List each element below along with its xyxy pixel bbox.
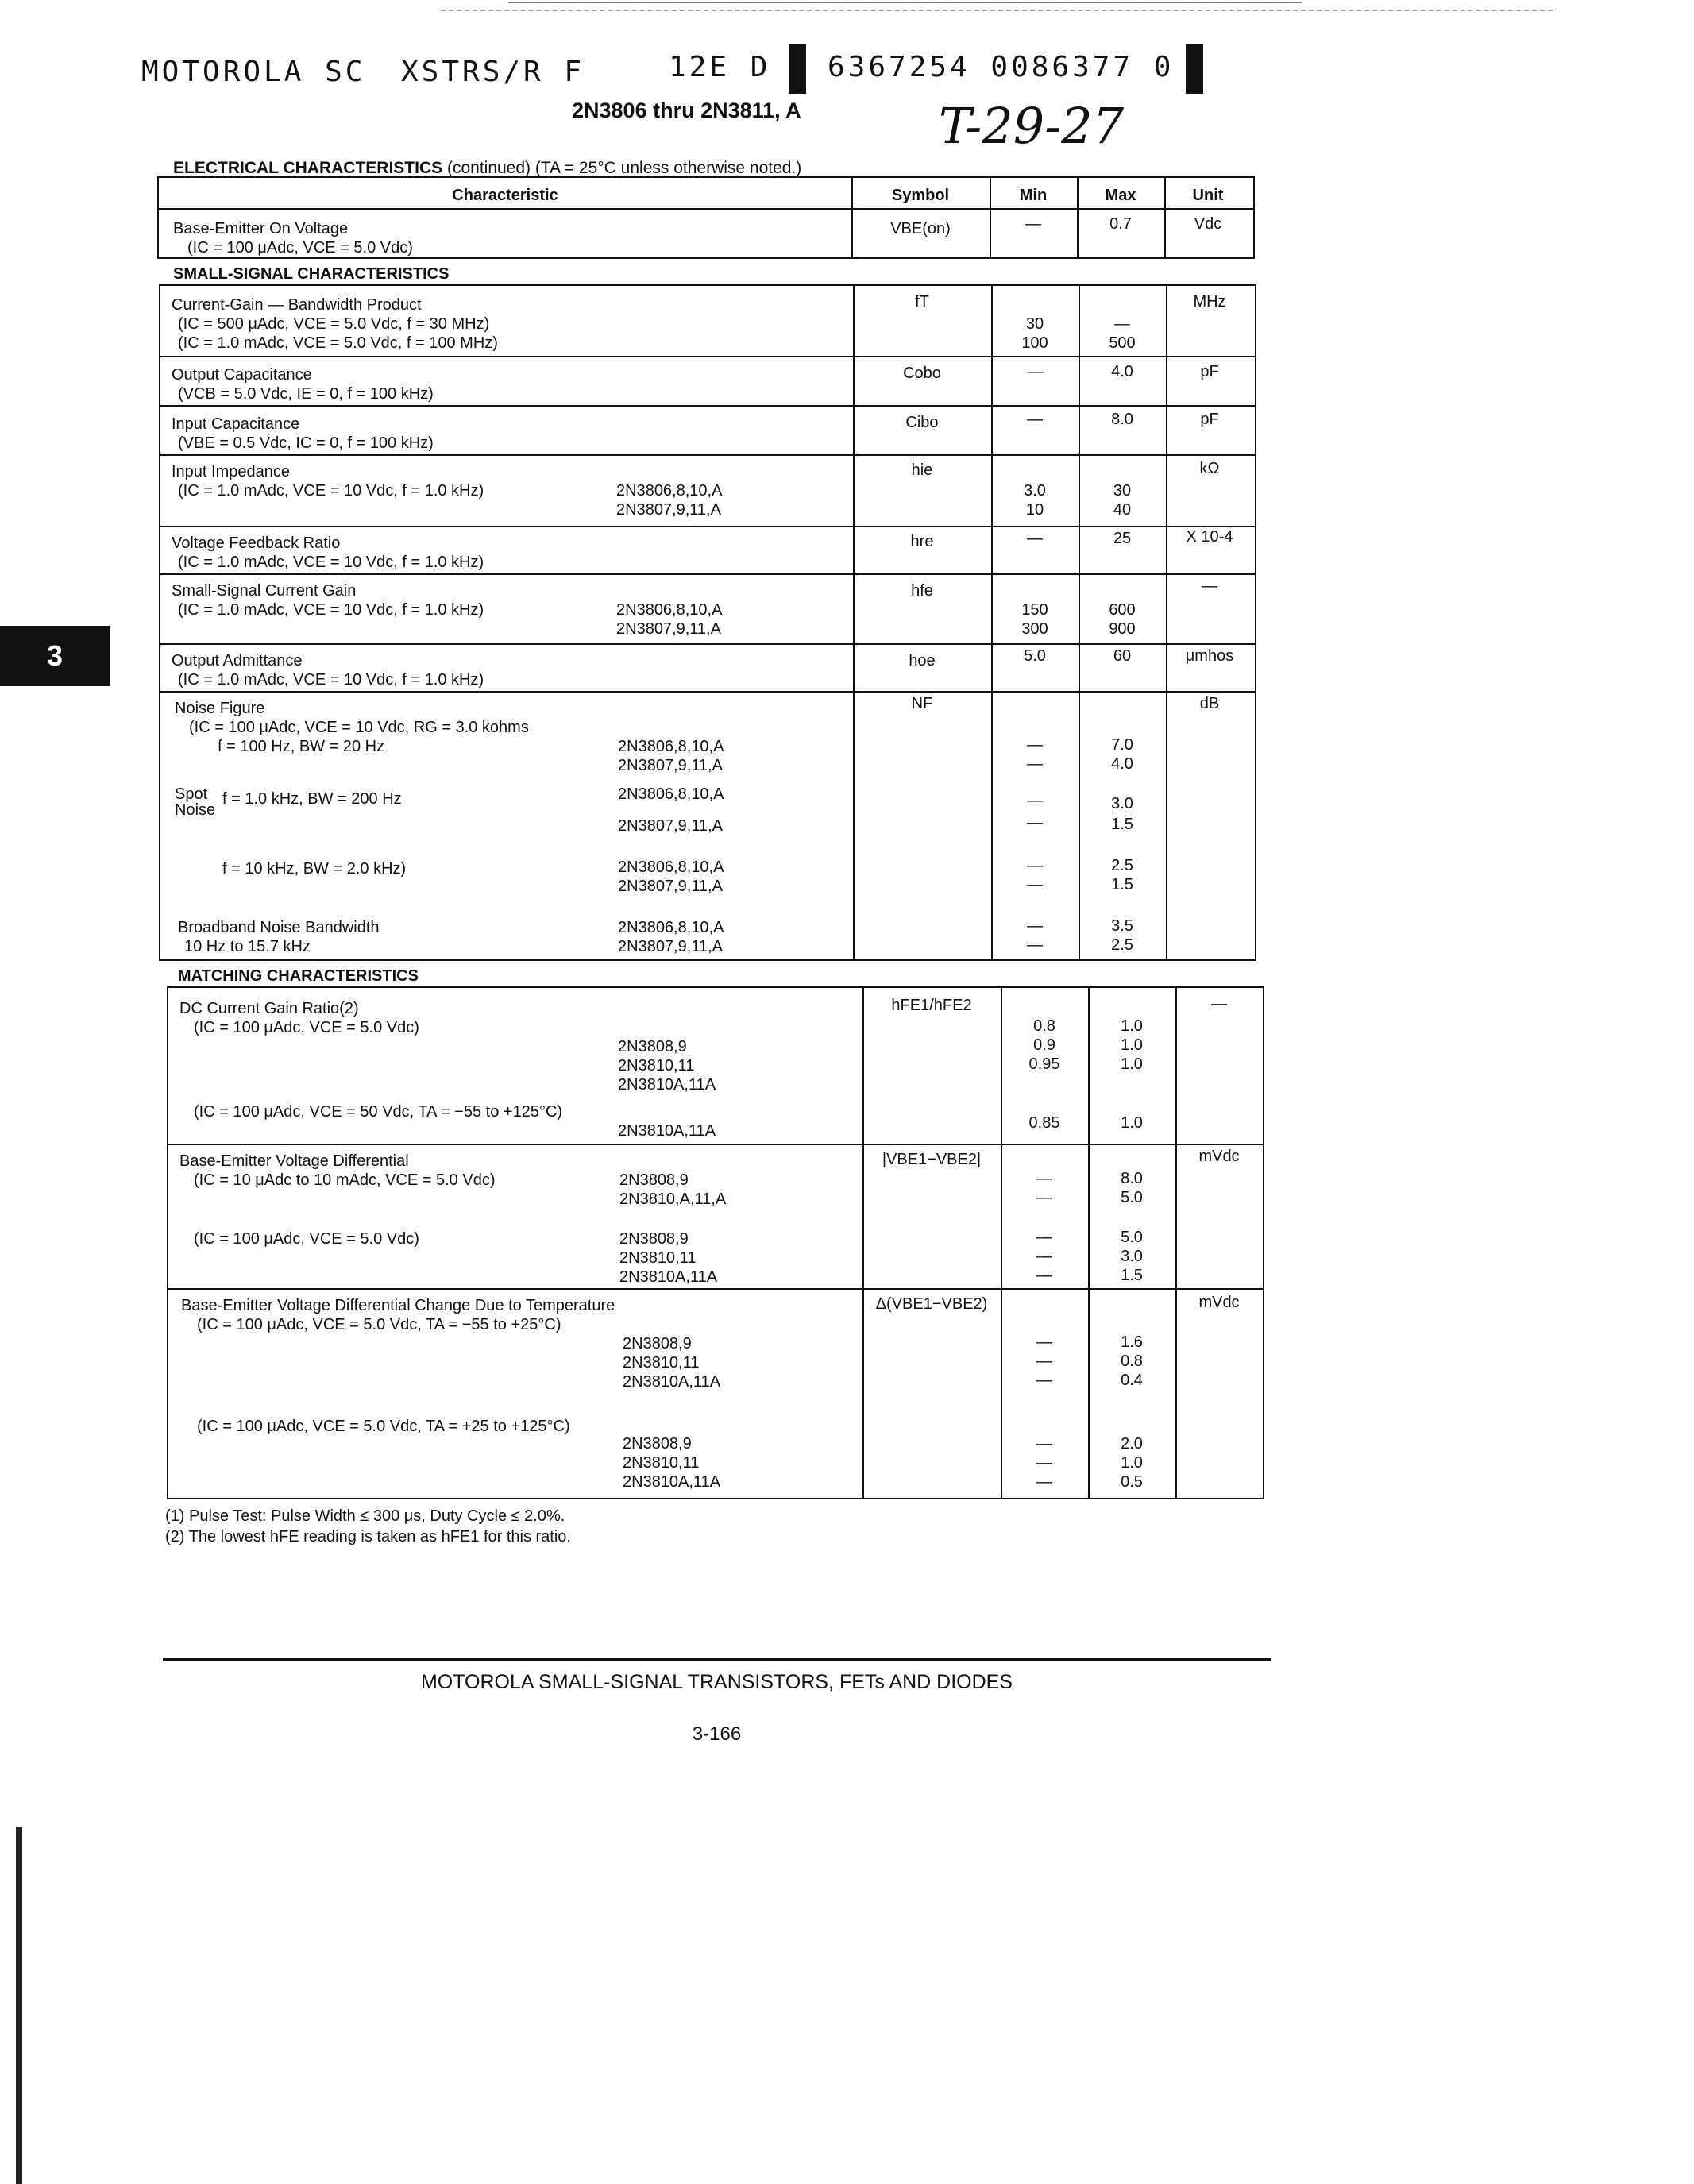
row-nf-name: Noise Figure (175, 700, 265, 717)
row-vbe-temp-max: 2.0 (1121, 1435, 1143, 1453)
row-vbe-on-name: Base-Emitter On Voltage (173, 220, 349, 237)
row-nf-min: — (1027, 936, 1043, 954)
row-hfe-max2: 900 (1109, 620, 1136, 638)
row-nf-bb-name: Broadband Noise Bandwidth (178, 919, 380, 936)
row-nf-dev2: 2N3807,9,11,A (618, 757, 723, 774)
row-vbe-diff-dev: 2N3808,9 (619, 1230, 689, 1248)
row-nf-max: 3.5 (1111, 917, 1133, 935)
row-nf-max: 1.5 (1111, 816, 1133, 833)
row-vbe-temp-min: — (1036, 1435, 1052, 1453)
row-vbe-temp-cond2: (IC = 100 μAdc, VCE = 5.0 Vdc, TA = +25 to +125°C) (197, 1418, 570, 1435)
row-vbe-on-cond: (IC = 100 μAdc, VCE = 5.0 Vdc) (187, 239, 413, 257)
row-hfe-min2: 300 (1021, 620, 1048, 638)
row-nf-max: 4.0 (1111, 755, 1133, 773)
row-cibo-symbol: Cibo (905, 414, 939, 431)
row-vbe-temp-dev: 2N3810,11 (623, 1454, 700, 1472)
row-dc-gain-symbol: hFE1/hFE2 (891, 997, 972, 1014)
row-nf-dev2: 2N3807,9,11,A (618, 878, 723, 895)
col-header-symbol: Symbol (891, 187, 950, 204)
col-header-max: Max (1105, 187, 1136, 204)
row-hie-unit: kΩ (1199, 460, 1220, 477)
row-vbe-temp-dev: 2N3808,9 (623, 1435, 692, 1453)
row-vbe-temp-symbol: Δ(VBE1−VBE2) (875, 1295, 988, 1313)
row-dc-gain-max: 1.0 (1121, 1114, 1143, 1132)
handwritten-note: T-29-27 (939, 97, 1125, 155)
row-nf-dev1: 2N3806,8,10,A (618, 859, 724, 876)
row-vbe-temp-min: — (1036, 1352, 1052, 1370)
row-vbe-diff-min: — (1036, 1189, 1052, 1206)
page-subtitle: 2N3806 thru 2N3811, A (572, 98, 801, 122)
barcode-mark (1186, 44, 1203, 94)
row-cobo-min: — (1027, 363, 1043, 380)
col-header-unit: Unit (1192, 187, 1224, 204)
col-header-min: Min (1019, 187, 1048, 204)
row-nf-max: 3.0 (1111, 795, 1133, 812)
row-vbe-temp-min: — (1036, 1454, 1052, 1472)
row-hie-min2: 10 (1025, 501, 1044, 519)
row-dc-gain-max: 1.0 (1121, 1017, 1143, 1035)
row-vbe-temp-min: — (1036, 1473, 1052, 1491)
row-nf-dev1: 2N3806,8,10,A (618, 738, 724, 755)
row-nf-symbol: NF (911, 695, 933, 712)
row-dc-gain-min: 0.8 (1033, 1017, 1055, 1035)
row-vbe-temp-unit: mVdc (1198, 1294, 1240, 1311)
row-nf-min: — (1027, 755, 1043, 773)
row-nf-dev1: 2N3806,8,10,A (618, 785, 724, 803)
row-cobo-cond: (VCB = 5.0 Vdc, IE = 0, f = 100 kHz) (178, 385, 434, 403)
row-dc-gain-unit: — (1211, 995, 1227, 1013)
table-title (173, 159, 801, 178)
row-vbe-temp-max: 1.0 (1121, 1454, 1143, 1472)
row-vbe-diff-dev: 2N3810,11 (619, 1249, 697, 1267)
section-tab: 3 (0, 626, 110, 686)
table-matching (167, 986, 1264, 1499)
scan-edge (16, 1827, 22, 2184)
row-cobo-name: Output Capacitance (172, 366, 312, 384)
row-cibo-max: 8.0 (1111, 411, 1133, 428)
row-hie-max1: 30 (1113, 482, 1132, 500)
row-vbe-temp-dev: 2N3810A,11A (623, 1373, 721, 1391)
footnote-1: (1) Pulse Test: Pulse Width ≤ 300 μs, Duty Cycle ≤ 2.0%. (165, 1507, 565, 1525)
row-vbe-diff-cond1: (IC = 10 μAdc to 10 mAdc, VCE = 5.0 Vdc) (194, 1171, 496, 1189)
row-ft-unit: MHz (1193, 293, 1226, 311)
row-dc-gain-dev: 2N3810A,11A (618, 1076, 716, 1094)
row-vbe-diff-name: Base-Emitter Voltage Differential (179, 1152, 409, 1170)
row-vbe-temp-dev: 2N3808,9 (623, 1335, 692, 1352)
row-hie-min1: 3.0 (1024, 482, 1046, 500)
row-nf-max: 1.5 (1111, 876, 1133, 893)
row-ft-max2: 500 (1109, 334, 1136, 352)
section-matching: MATCHING CHARACTERISTICS (178, 967, 419, 985)
row-hfe-max1: 600 (1109, 601, 1136, 619)
row-vbe-diff-max: 8.0 (1121, 1170, 1143, 1187)
row-nf-cond1: (IC = 100 μAdc, VCE = 10 Vdc, RG = 3.0 kohms (189, 719, 529, 736)
row-nf-min: — (1027, 857, 1043, 874)
row-cobo-max: 4.0 (1111, 363, 1133, 380)
row-cobo-unit: pF (1200, 363, 1219, 380)
row-ft-cond2: (IC = 1.0 mAdc, VCE = 5.0 Vdc, f = 100 MHz) (178, 334, 498, 352)
header-code2: 6367254 0086377 0 (828, 51, 1175, 83)
footer-text: MOTOROLA SMALL-SIGNAL TRANSISTORS, FETs AND DIODES (420, 1671, 1013, 1693)
row-dc-gain-min: 0.95 (1028, 1055, 1060, 1073)
row-hie-max2: 40 (1113, 501, 1132, 519)
row-nf-min: — (1027, 814, 1043, 832)
footer-rule (163, 1658, 1271, 1661)
row-nf-dev2: 2N3807,9,11,A (618, 817, 723, 835)
header-company: MOTOROLA SC (141, 56, 366, 88)
table-small-signal (159, 284, 1256, 961)
col-header-characteristic: Characteristic (452, 187, 558, 204)
table-title-main: ELECTRICAL CHARACTERISTICS (173, 159, 443, 177)
row-vbe-diff-min: — (1036, 1267, 1052, 1284)
row-vbe-diff-min: — (1036, 1248, 1052, 1265)
row-dc-gain-min: 0.85 (1028, 1114, 1060, 1132)
page-number: 3-166 (692, 1723, 742, 1745)
row-hoe-unit: μmhos (1185, 647, 1234, 665)
row-vbe-temp-max: 1.6 (1121, 1333, 1143, 1351)
table-title-note: (continued) (TA = 25°C unless otherwise noted.) (446, 159, 802, 177)
row-hoe-max: 60 (1113, 647, 1132, 665)
row-ft-min2: 100 (1021, 334, 1048, 352)
row-nf-spot: Spot (175, 785, 208, 803)
row-nf-spot-cond1: f = 1.0 kHz, BW = 200 Hz (222, 790, 402, 808)
row-dc-gain-dev: 2N3810,11 (618, 1057, 695, 1075)
row-dc-gain-cond1: (IC = 100 μAdc, VCE = 5.0 Vdc) (194, 1019, 419, 1036)
row-nf-max: 7.0 (1111, 736, 1133, 754)
row-dc-gain-cond2: (IC = 100 μAdc, VCE = 50 Vdc, TA = −55 to +125°C) (194, 1103, 563, 1121)
row-nf-dev2: 2N3807,9,11,A (618, 938, 723, 955)
row-hie-symbol: hie (911, 461, 933, 479)
row-vbe-diff-min: — (1036, 1170, 1052, 1187)
header-code1: 12E D (669, 51, 771, 83)
row-dc-gain-dev: 2N3808,9 (618, 1038, 687, 1055)
row-nf-dev1: 2N3806,8,10,A (618, 919, 724, 936)
barcode-mark (789, 44, 806, 94)
row-nf-unit: dB (1199, 695, 1220, 712)
row-vbe-on-max: 0.7 (1109, 215, 1132, 233)
row-vbe-diff-cond2: (IC = 100 μAdc, VCE = 5.0 Vdc) (194, 1230, 419, 1248)
row-vbe-diff-unit: mVdc (1198, 1148, 1240, 1165)
row-hoe-symbol: hoe (909, 652, 936, 669)
row-hfe-cond: (IC = 1.0 mAdc, VCE = 10 Vdc, f = 1.0 kHz) (178, 601, 484, 619)
row-hre-symbol: hre (910, 533, 934, 550)
row-vbe-temp-dev: 2N3810A,11A (623, 1473, 721, 1491)
row-hfe-dev2: 2N3807,9,11,A (616, 620, 721, 638)
row-vbe-temp-name: Base-Emitter Voltage Differential Change Due to Temperature (181, 1297, 615, 1314)
row-hre-unit: X 10-4 (1186, 528, 1233, 546)
row-vbe-diff-dev: 2N3810,A,11,A (619, 1190, 727, 1208)
row-hfe-dev1: 2N3806,8,10,A (616, 601, 723, 619)
row-cibo-cond: (VBE = 0.5 Vdc, IC = 0, f = 100 kHz) (178, 434, 434, 452)
row-nf-min: — (1027, 876, 1043, 893)
row-vbe-diff-max: 5.0 (1121, 1189, 1143, 1206)
row-hre-name: Voltage Feedback Ratio (172, 534, 341, 552)
row-dc-gain-max: 1.0 (1121, 1036, 1143, 1054)
row-vbe-diff-max: 3.0 (1121, 1248, 1143, 1265)
row-nf-max: 2.5 (1111, 936, 1133, 954)
row-vbe-diff-dev: 2N3810A,11A (619, 1268, 718, 1286)
row-hoe-min: 5.0 (1024, 647, 1046, 665)
header-division: XSTRS/R F (401, 56, 585, 88)
row-vbe-temp-min: — (1036, 1333, 1052, 1351)
row-hfe-min1: 150 (1021, 601, 1048, 619)
row-ft-symbol: fT (915, 293, 929, 311)
row-cobo-symbol: Cobo (903, 365, 941, 382)
row-vbe-diff-dev: 2N3808,9 (619, 1171, 689, 1189)
row-dc-gain-min: 0.9 (1033, 1036, 1055, 1054)
row-vbe-temp-min: — (1036, 1372, 1052, 1389)
row-cibo-unit: pF (1200, 411, 1219, 428)
row-nf-spot-cond2: f = 10 kHz, BW = 2.0 kHz) (222, 860, 407, 878)
row-hie-cond: (IC = 1.0 mAdc, VCE = 10 Vdc, f = 1.0 kHz) (178, 482, 484, 500)
row-hre-min: — (1027, 530, 1043, 547)
footnote-2: (2) The lowest hFE reading is taken as hFE1 for this ratio. (165, 1528, 571, 1545)
row-cibo-name: Input Capacitance (172, 415, 300, 433)
row-hoe-cond: (IC = 1.0 mAdc, VCE = 10 Vdc, f = 1.0 kHz) (178, 671, 484, 689)
section-small-signal: SMALL-SIGNAL CHARACTERISTICS (173, 265, 450, 283)
row-vbe-temp-cond1: (IC = 100 μAdc, VCE = 5.0 Vdc, TA = −55 to +25°C) (197, 1316, 561, 1333)
row-vbe-diff-min: — (1036, 1229, 1052, 1246)
row-nf-min: — (1027, 917, 1043, 935)
row-dc-gain-max: 1.0 (1121, 1055, 1143, 1073)
row-vbe-on-min: — (1025, 215, 1041, 233)
row-dc-gain-dev: 2N3810A,11A (618, 1122, 716, 1140)
row-ft-min1: 30 (1025, 315, 1044, 333)
row-nf-min: — (1027, 736, 1043, 754)
row-hfe-unit: — (1202, 577, 1217, 595)
row-hre-max: 25 (1113, 530, 1132, 547)
row-vbe-on-symbol: VBE(on) (890, 220, 951, 237)
row-vbe-diff-symbol: |VBE1−VBE2| (882, 1151, 982, 1168)
row-hoe-name: Output Admittance (172, 652, 303, 669)
row-nf-cond2: f = 100 Hz, BW = 20 Hz (218, 738, 385, 755)
scan-artifact (441, 10, 1553, 11)
row-nf-min: — (1027, 792, 1043, 809)
row-cibo-min: — (1027, 411, 1043, 428)
row-hfe-symbol: hfe (911, 582, 933, 600)
row-vbe-temp-max: 0.8 (1121, 1352, 1143, 1370)
row-vbe-temp-max: 0.5 (1121, 1473, 1143, 1491)
row-hie-dev1: 2N3806,8,10,A (616, 482, 723, 500)
row-vbe-temp-max: 0.4 (1121, 1372, 1143, 1389)
row-vbe-temp-dev: 2N3810,11 (623, 1354, 700, 1372)
row-nf-bb-cond: 10 Hz to 15.7 kHz (184, 938, 311, 955)
row-vbe-diff-max: 5.0 (1121, 1229, 1143, 1246)
row-nf-max: 2.5 (1111, 857, 1133, 874)
row-vbe-diff-max: 1.5 (1121, 1267, 1143, 1284)
row-hie-name: Input Impedance (172, 463, 290, 480)
row-hie-dev2: 2N3807,9,11,A (616, 501, 721, 519)
row-dc-gain-name: DC Current Gain Ratio(2) (179, 1000, 359, 1017)
row-nf-noise: Noise (175, 801, 216, 819)
row-ft-name: Current-Gain — Bandwidth Product (172, 296, 422, 314)
table-top (157, 176, 1255, 259)
row-vbe-on-unit: Vdc (1194, 215, 1222, 233)
row-hre-cond: (IC = 1.0 mAdc, VCE = 10 Vdc, f = 1.0 kHz) (178, 554, 484, 571)
row-hfe-name: Small-Signal Current Gain (172, 582, 357, 600)
row-ft-cond1: (IC = 500 μAdc, VCE = 5.0 Vdc, f = 30 MHz) (178, 315, 490, 333)
scan-artifact (508, 2, 1302, 3)
row-ft-max1: — (1114, 315, 1130, 333)
